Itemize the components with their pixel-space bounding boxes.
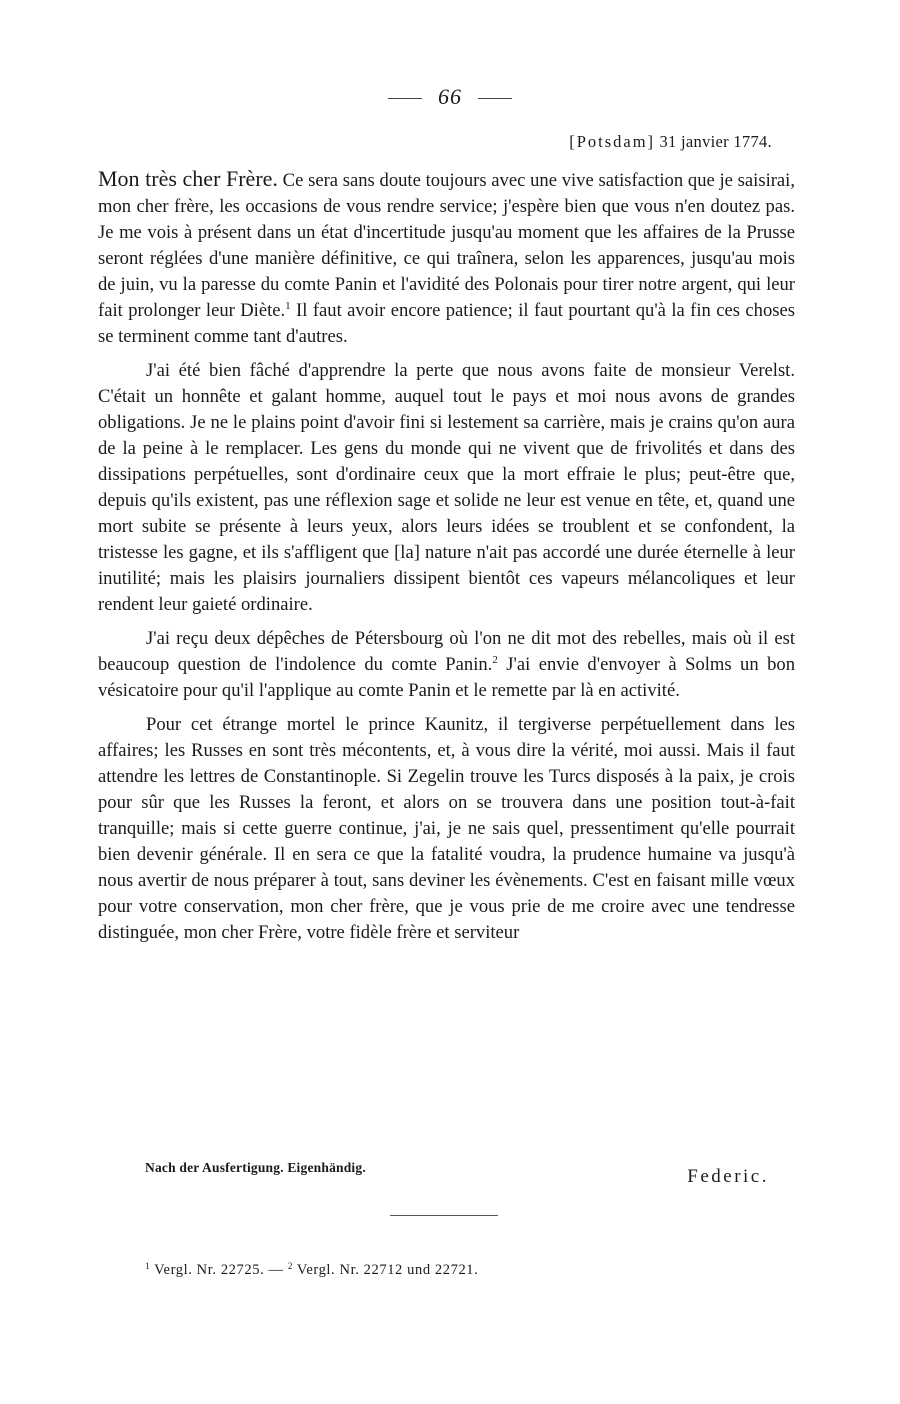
letter-paragraph-3-tail: J'ai envie d'envoyer à Solms un bon vésicatoire pour qu'il l'applique au comte Panin et le remette par là en activité. bbox=[98, 654, 795, 701]
letter-paragraph-3 bbox=[98, 626, 795, 704]
letter-paragraph-1-tail: Il faut avoir encore patience; il faut pourtant qu'à la fin ces choses se terminent comme tant d'autres. bbox=[98, 300, 795, 347]
letter-paragraph-1 bbox=[98, 166, 795, 350]
page-number bbox=[0, 84, 900, 110]
footnote-1-mark: 1 bbox=[145, 1261, 151, 1271]
footnotes bbox=[145, 1262, 478, 1279]
signature: Federic. bbox=[687, 1166, 769, 1187]
source-note: Nach der Ausfertigung. Eigenhändig. bbox=[145, 1160, 366, 1175]
dateline bbox=[569, 132, 772, 152]
letter-paragraph-1-text: Ce sera sans doute toujours avec une vive satisfaction que je saisirai, mon cher frère, les occasions de vous rendre service; j'espère bien que vous n'en doutez pas. Je me vois à présent dans un état d'incertitude jusqu'au moment que les affaires de la Prusse seront réglées d'une manière définitive, ce qui traînera, selon les apparences, jusqu'au mois de juin, vu la paresse du comte Panin et l'avidité des Polonais pour tirer notre argent, qui leur fait prolonger leur Diète. bbox=[98, 170, 795, 321]
footnote-2-text: Vergl. Nr. 22712 und 22721. bbox=[292, 1262, 479, 1278]
footnote-separator bbox=[390, 1215, 498, 1216]
page-number-text: 66 bbox=[438, 84, 462, 109]
page-number-left-rule bbox=[388, 98, 422, 99]
dateline-place: [Potsdam] bbox=[569, 132, 656, 151]
footnote-2-mark: 2 bbox=[287, 1261, 293, 1271]
footnote-1-text: Vergl. Nr. 22725. — bbox=[150, 1262, 288, 1278]
page-number-right-rule bbox=[478, 98, 512, 99]
letter-paragraph-4: Pour cet étrange mortel le prince Kaunitz, il tergiverse perpétuellement dans les affaires; les Russes en sont très mécontents, et, à vous dire la vérité, moi aussi. Mais il faut attendre les lettres de Constantinople. Si Zegelin trouve les Turcs disposés à la paix, je crois pour sûr que les Russes la feront, et alors on se trouvera dans une position tout-à-fait tranquille; mais si cette guerre continue, j'ai, je ne sais quel, pressentiment qu'elle pourrait bien devenir générale. Il en sera ce que la fatalité voudra, la prudence humaine va jusqu'à nous avertir de nous préparer à tout, sans deviner les évènements. C'est en faisant mille vœux pour votre conservation, mon cher frère, que je vous prie de me croire avec une tendresse distinguée, mon cher Frère, votre fidèle frère et serviteur bbox=[98, 714, 795, 943]
letter-body bbox=[98, 166, 795, 954]
letter-paragraph-2: J'ai été bien fâché d'apprendre la perte que nous avons faite de monsieur Verelst. C'était un honnête et galant homme, auquel tout le pays et moi nous avons de grandes obligations. Je ne le plains point d'avoir fini si lestement sa carrière, mais je crains qu'on aura de la peine à le remplacer. Les gens du monde qui ne vivent que de frivolités et dans des dissipations perpétuelles, sont d'ordinaire ceux que la mort effraie le plus; peut-être que, depuis qu'ils existent, pas une réflexion sage et solide ne leur est venue en tête, et, quand une mort subite se présente à leurs yeux, alors leurs idées se troublent et se confondent, la tristesse les gagne, et ils s'affligent que [la] nature n'ait pas accordé une durée éternelle à leur inutilité; mais les plaisirs journaliers dissipent bientôt ces vapeurs mélancoliques et leur rendent leur gaieté ordinaire. bbox=[98, 360, 795, 615]
footnote-ref-1: 1 bbox=[285, 300, 291, 312]
dateline-date: 31 janvier 1774. bbox=[659, 132, 772, 151]
letter-paragraph-3-text: J'ai reçu deux dépêches de Pétersbourg où l'on ne dit mot des rebelles, mais où il est beaucoup question de l'indolence du comte Panin. bbox=[98, 628, 795, 675]
footnote-ref-2: 2 bbox=[492, 654, 498, 666]
letter-salutation: Mon très cher Frère. bbox=[98, 166, 278, 191]
